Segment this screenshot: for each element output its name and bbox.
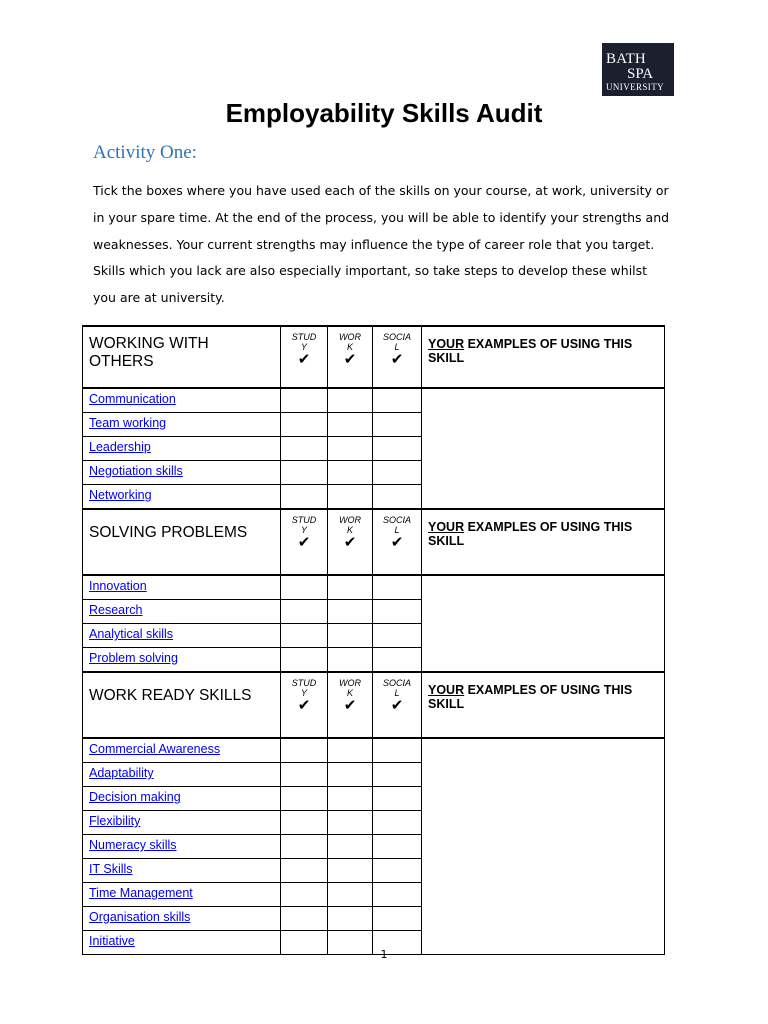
- work-tick-box[interactable]: [328, 600, 373, 624]
- logo-line-3: UNIVERSITY: [606, 82, 664, 92]
- social-tick-box[interactable]: [373, 883, 422, 907]
- skill-cell: [83, 388, 281, 413]
- skill-link[interactable]: Research: [89, 603, 143, 617]
- skill-cell: [83, 648, 281, 673]
- work-tick-box[interactable]: [328, 648, 373, 673]
- skill-cell: [83, 437, 281, 461]
- checkmark-icon: ✔: [297, 534, 311, 551]
- social-tick-box[interactable]: [373, 738, 422, 763]
- column-label: SOCIA L: [382, 678, 411, 698]
- skill-link[interactable]: Leadership: [89, 440, 151, 454]
- skill-link[interactable]: Organisation skills: [89, 910, 191, 924]
- study-tick-box[interactable]: [281, 413, 328, 437]
- work-tick-box[interactable]: [328, 883, 373, 907]
- study-tick-box[interactable]: [281, 485, 328, 510]
- social-tick-box[interactable]: [373, 648, 422, 673]
- skill-cell: [83, 575, 281, 600]
- section-title: WORKING WITH OTHERS: [83, 326, 281, 388]
- examples-column-header: [422, 672, 665, 738]
- section-title: WORK READY SKILLS: [83, 672, 281, 738]
- skill-link[interactable]: Innovation: [89, 579, 147, 593]
- work-column-header: [328, 672, 373, 738]
- skill-cell: [83, 624, 281, 648]
- social-tick-box[interactable]: [373, 763, 422, 787]
- study-tick-box[interactable]: [281, 624, 328, 648]
- skill-link[interactable]: Decision making: [89, 790, 181, 804]
- work-tick-box[interactable]: [328, 575, 373, 600]
- work-tick-box[interactable]: [328, 461, 373, 485]
- examples-header-text: EXAMPLES OF USING THIS SKILL: [428, 683, 633, 711]
- study-tick-box[interactable]: [281, 648, 328, 673]
- skill-link[interactable]: Team working: [89, 416, 167, 430]
- work-tick-box[interactable]: [328, 811, 373, 835]
- social-tick-box[interactable]: [373, 461, 422, 485]
- work-column-header: [328, 509, 373, 575]
- social-tick-box[interactable]: [373, 787, 422, 811]
- skill-cell: [83, 811, 281, 835]
- column-label: STUD Y: [291, 515, 317, 535]
- study-tick-box[interactable]: [281, 575, 328, 600]
- skill-link[interactable]: Time Management: [89, 886, 193, 900]
- skill-cell: [83, 413, 281, 437]
- work-tick-box[interactable]: [328, 485, 373, 510]
- checkmark-icon: ✔: [343, 351, 357, 368]
- work-tick-box[interactable]: [328, 907, 373, 931]
- examples-cell[interactable]: [422, 388, 665, 509]
- table-row: [83, 575, 665, 600]
- study-tick-box[interactable]: [281, 859, 328, 883]
- skill-cell: [83, 461, 281, 485]
- study-tick-box[interactable]: [281, 811, 328, 835]
- social-tick-box[interactable]: [373, 437, 422, 461]
- skill-cell: [83, 883, 281, 907]
- study-column-header: [281, 326, 328, 388]
- study-column-header: [281, 509, 328, 575]
- skill-cell: [83, 787, 281, 811]
- work-tick-box[interactable]: [328, 413, 373, 437]
- logo-line-2: SPA: [627, 66, 654, 82]
- logo-line-1: BATH: [606, 51, 646, 67]
- social-tick-box[interactable]: [373, 811, 422, 835]
- examples-header-text: EXAMPLES OF USING THIS SKILL: [428, 520, 633, 548]
- skill-link[interactable]: IT Skills: [89, 862, 133, 876]
- activity-heading: Activity One:: [93, 142, 197, 163]
- social-tick-box[interactable]: [373, 859, 422, 883]
- skill-cell: [83, 859, 281, 883]
- examples-column-header: [422, 326, 665, 388]
- column-label: SOCIA L: [382, 332, 411, 352]
- page-number: 1: [380, 948, 388, 961]
- social-tick-box[interactable]: [373, 413, 422, 437]
- social-tick-box[interactable]: [373, 600, 422, 624]
- skill-link[interactable]: Analytical skills: [89, 627, 174, 641]
- work-tick-box[interactable]: [328, 859, 373, 883]
- table-row: [83, 738, 665, 763]
- skill-cell: [83, 600, 281, 624]
- university-logo: [602, 43, 674, 96]
- social-tick-box[interactable]: [373, 388, 422, 413]
- social-tick-box[interactable]: [373, 575, 422, 600]
- study-tick-box[interactable]: [281, 883, 328, 907]
- study-tick-box[interactable]: [281, 738, 328, 763]
- checkmark-icon: ✔: [390, 697, 404, 714]
- checkmark-icon: ✔: [390, 351, 404, 368]
- checkmark-icon: ✔: [390, 534, 404, 551]
- skill-link[interactable]: Commercial Awareness: [89, 742, 221, 756]
- work-tick-box[interactable]: [328, 835, 373, 859]
- examples-header-text: EXAMPLES OF USING THIS SKILL: [428, 337, 633, 365]
- checkmark-icon: ✔: [297, 351, 311, 368]
- checkmark-icon: ✔: [343, 697, 357, 714]
- page-title: Employability Skills Audit: [225, 98, 543, 128]
- social-column-header: [373, 326, 422, 388]
- social-column-header: [373, 672, 422, 738]
- work-tick-box[interactable]: [328, 437, 373, 461]
- work-tick-box[interactable]: [328, 763, 373, 787]
- checkmark-icon: ✔: [343, 534, 357, 551]
- skill-cell: [83, 738, 281, 763]
- social-tick-box[interactable]: [373, 624, 422, 648]
- social-column-header: [373, 509, 422, 575]
- intro-paragraph: Tick the boxes where you have used each of the skills on your course, at work, university or in your spare time. At the end of the process, you will be able to identify your strengths and weaknesses. Your current strengths may influence the type of career role that you target. Skills which you lack are also especially important, so take steps to develop these whilst you are at university.: [93, 183, 670, 306]
- section-header-row: [83, 509, 665, 575]
- checkmark-icon: ✔: [297, 697, 311, 714]
- study-tick-box[interactable]: [281, 835, 328, 859]
- section-title: SOLVING PROBLEMS: [83, 509, 281, 575]
- skill-cell: [83, 835, 281, 859]
- skills-audit-table: [82, 325, 665, 955]
- examples-header-emphasis: YOUR: [428, 520, 465, 534]
- skill-link[interactable]: Adaptability: [89, 766, 154, 780]
- column-label: STUD Y: [291, 332, 317, 352]
- study-tick-box[interactable]: [281, 388, 328, 413]
- skill-link[interactable]: Flexibility: [89, 814, 141, 828]
- work-tick-box[interactable]: [328, 787, 373, 811]
- study-tick-box[interactable]: [281, 907, 328, 931]
- table-row: [83, 388, 665, 413]
- study-tick-box[interactable]: [281, 787, 328, 811]
- skill-cell: [83, 485, 281, 510]
- skill-link[interactable]: Negotiation skills: [89, 464, 183, 478]
- section-header-row: [83, 326, 665, 388]
- study-tick-box[interactable]: [281, 461, 328, 485]
- study-tick-box[interactable]: [281, 437, 328, 461]
- column-label: WOR K: [339, 515, 361, 535]
- work-tick-box[interactable]: [328, 624, 373, 648]
- social-tick-box[interactable]: [373, 835, 422, 859]
- column-label: WOR K: [339, 678, 361, 698]
- column-label: SOCIA L: [382, 515, 411, 535]
- skill-cell: [83, 907, 281, 931]
- examples-cell[interactable]: [422, 738, 665, 955]
- social-tick-box[interactable]: [373, 907, 422, 931]
- study-tick-box[interactable]: [281, 600, 328, 624]
- section-header-row: [83, 672, 665, 738]
- skill-link[interactable]: Numeracy skills: [89, 838, 177, 852]
- column-label: WOR K: [339, 332, 361, 352]
- work-tick-box[interactable]: [328, 388, 373, 413]
- study-column-header: [281, 672, 328, 738]
- study-tick-box[interactable]: [281, 763, 328, 787]
- examples-column-header: [422, 509, 665, 575]
- skill-link[interactable]: Communication: [89, 392, 176, 406]
- work-column-header: [328, 326, 373, 388]
- work-tick-box[interactable]: [328, 738, 373, 763]
- skill-link[interactable]: Initiative: [89, 934, 135, 948]
- skill-link[interactable]: Problem solving: [89, 651, 178, 665]
- social-tick-box[interactable]: [373, 485, 422, 510]
- column-label: STUD Y: [291, 678, 317, 698]
- skill-link[interactable]: Networking: [89, 488, 152, 502]
- examples-header-emphasis: YOUR: [428, 683, 465, 697]
- skill-cell: [83, 763, 281, 787]
- examples-header-emphasis: YOUR: [428, 337, 465, 351]
- examples-cell[interactable]: [422, 575, 665, 672]
